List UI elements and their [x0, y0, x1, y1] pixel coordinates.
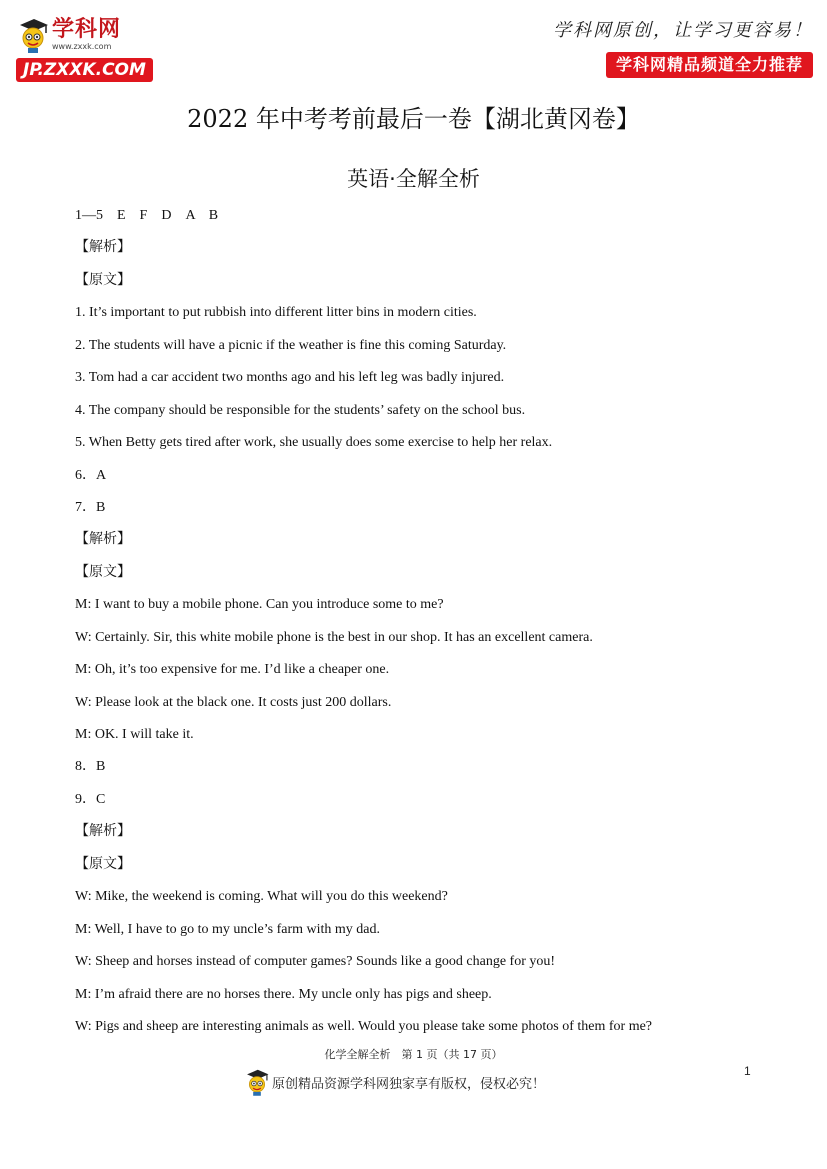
transcript-line: W: Mike, the weekend is coming. What will you do this weekend?	[75, 889, 448, 905]
transcript-line: W: Sheep and horses instead of computer games? Sounds like a good change for you!	[75, 954, 556, 970]
transcript-line: W: Certainly. Sir, this white mobile phone is the best in our shop. It has an excellent camera.	[75, 629, 593, 645]
transcript-label: 【原文】	[75, 564, 131, 580]
transcript-line: 1. It’s important to put rubbish into different litter bins in modern cities.	[75, 305, 477, 321]
transcript-line: 3. Tom had a car accident two months ago and his left leg was badly injured.	[75, 370, 505, 386]
answer-line: 1—5 E F D A B	[75, 208, 219, 223]
answer-line: 8．B	[75, 759, 106, 775]
header-slogan-block	[553, 18, 813, 84]
copyright-text: 原创精品资源学科网独家享有版权，侵权必究！	[272, 1076, 546, 1092]
slogan: 学科网原创，让学习更容易！	[553, 20, 813, 41]
answer-line: 7．B	[75, 499, 106, 515]
answer-body	[75, 206, 775, 1049]
brand-name: 学科网	[52, 17, 122, 42]
brand-url: www.zxxk.com	[52, 42, 112, 51]
analysis-label: 【解析】	[75, 824, 131, 840]
transcript-label: 【原文】	[75, 272, 131, 288]
transcript-label: 【原文】	[75, 856, 131, 872]
graduation-mascot-icon	[16, 16, 50, 54]
analysis-label: 【解析】	[75, 240, 131, 256]
answer-line: 6．A	[75, 467, 107, 483]
transcript-line: 5. When Betty gets tired after work, she usually does some exercise to help her relax.	[75, 435, 553, 451]
document-subtitle: 英语·全解全析	[347, 167, 480, 191]
analysis-label: 【解析】	[75, 532, 131, 548]
transcript-line: M: I’m afraid there are no horses there. My uncle only has pigs and sheep.	[75, 986, 492, 1002]
document-title: 2022 年中考考前最后一卷【湖北黄冈卷】	[187, 105, 640, 133]
transcript-line: M: I want to buy a mobile phone. Can you introduce some to me?	[75, 597, 444, 613]
transcript-line: 4. The company should be responsible for the students’ safety on the school bus.	[75, 402, 526, 418]
transcript-line: M: OK. I will take it.	[75, 727, 194, 742]
page-number: 1	[744, 1064, 751, 1078]
graduation-mascot-icon	[244, 1067, 270, 1097]
channel-badge[interactable]: 学科网精品频道全力推荐	[606, 52, 813, 78]
transcript-line: W: Please look at the black one. It costs just 200 dollars.	[75, 694, 392, 710]
transcript-line: W: Pigs and sheep are interesting animals as well. Would you please take some photos of them for me?	[75, 1018, 653, 1034]
transcript-line: M: Well, I have to go to my uncle’s farm with my dad.	[75, 921, 381, 937]
transcript-line: 2. The students will have a picnic if the weather is fine this coming Saturday.	[75, 337, 507, 353]
page-info: 化学全解全析 第 1 页（共 17 页）	[324, 1048, 503, 1061]
copyright-notice	[244, 1066, 545, 1098]
jp-zxxk-badge[interactable]: JP.ZXXK.COM	[16, 58, 153, 82]
answer-line: 9．C	[75, 791, 106, 807]
transcript-line: M: Oh, it’s too expensive for me. I’d like a cheaper one.	[75, 662, 390, 678]
header-logo-block	[16, 14, 156, 82]
